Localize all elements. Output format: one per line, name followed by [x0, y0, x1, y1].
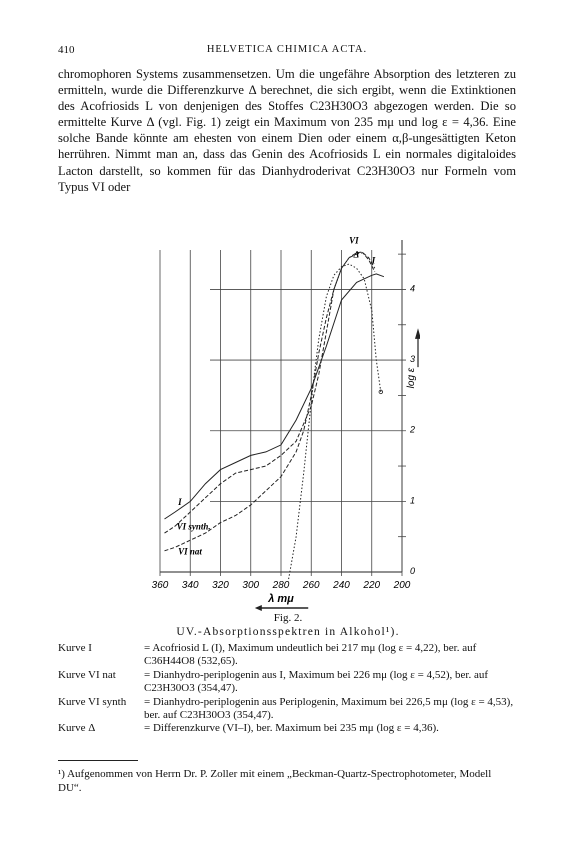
x-tick-label: 220 — [363, 580, 381, 591]
y-axis-label: log ε — [406, 367, 417, 389]
curve-label: I — [371, 255, 376, 266]
legend-text: = Dianhydro-periplogenin aus Periplogenin, Maximum bei 226,5 mμ (log ε = 4,53), ber. auf C23H30O3 (354,47). — [144, 695, 514, 722]
series-line-3 — [289, 264, 381, 579]
x-tick-label: 280 — [272, 580, 290, 591]
legend-row — [58, 722, 518, 735]
x-tick-label: 340 — [181, 580, 199, 591]
x-tick-label: 260 — [302, 580, 320, 591]
y-tick-label: 0 — [410, 566, 416, 576]
figure-title: UV.-Absorptionsspektren in Alkohol¹). — [176, 626, 400, 638]
x-tick-label: 240 — [333, 580, 350, 591]
legend-text: = Differenzkurve (VI–I), ber. Maximum bei 235 mμ (log ε = 4,36). — [144, 722, 439, 735]
x-tick-label: 300 — [242, 580, 260, 591]
x-tick-label: 360 — [151, 580, 169, 591]
curve-label: VI nat — [178, 546, 202, 557]
legend-text: = Dianhydro-periplogenin aus I, Maximum bei 226 mμ (log ε = 4,52), ber. auf C23H30O3 (354,47). — [144, 668, 488, 695]
series-line-1 — [165, 249, 375, 533]
curve-label: VI synth. — [176, 521, 211, 532]
x-tick-label: 200 — [393, 580, 411, 591]
y-axis-arrow-head — [415, 328, 420, 339]
y-tick-label: 2 — [410, 424, 416, 435]
legend-key: Kurve Δ — [58, 722, 96, 735]
page-number: 410 — [58, 44, 75, 56]
legend-row — [58, 669, 518, 696]
absorption-chart — [150, 226, 420, 612]
x-axis-arrow-head — [255, 605, 262, 611]
legend-key: Kurve I — [58, 642, 92, 654]
footnote: ¹) Aufgenommen von Herrn Dr. P. Zoller mit einem „Beckman-Quartz-Spectrophotometer, Modell DU“. — [58, 768, 492, 794]
curve-label: VI — [349, 235, 359, 246]
y-tick-label: 3 — [410, 354, 416, 365]
curve-label: Δ — [353, 249, 360, 260]
legend-row — [58, 696, 518, 723]
legend-key: Kurve VI nat — [58, 668, 116, 681]
x-tick-label: 320 — [212, 580, 229, 591]
y-tick-label: 1 — [410, 495, 416, 506]
footnote-rule — [58, 760, 138, 761]
figure-legend — [58, 642, 518, 736]
x-axis-label: λ mμ — [268, 593, 294, 605]
page-header — [58, 44, 516, 58]
legend-row — [58, 642, 518, 669]
curve-label: I — [178, 496, 182, 507]
legend-text: = Acofriosid L (I), Maximum undeutlich bei 217 mμ (log ε = 4,22), ber. auf C36H44O8 (532,65). — [144, 642, 477, 668]
figure-2 — [150, 226, 420, 612]
running-title: HELVETICA CHIMICA ACTA. — [206, 44, 368, 55]
body-paragraph: chromophoren Systems zusammensetzen. Um die ungefähre Absorption des letzteren zu ermitteln, wurde die Differenzkurve Δ berechnet, die sich ergibt, wenn die Extinktionen des Acofriosids L von denjenigen des Stoffes C23H30O3 abgezogen werden. Die so ermittelte Kurve Δ (vgl. Fig. 1) zeigt ein Maximum von 235 mμ und log ε = 4,36. Eine solche Bande könnte am ehesten von einem Dien oder einem α,β-ungesättigten Keton herrühren. Nimmt man an, dass das Genin des Acofriosids L ein normales digitaloides Lacton darstellt, so kommen für das Dianhydroderivat C23H30O3 nur Formeln vom Typus VI oder — [58, 67, 516, 194]
figure-number: Fig. 2. — [273, 612, 303, 624]
body-text — [58, 66, 516, 195]
legend-key: Kurve VI synth — [58, 695, 127, 708]
series-line-0 — [165, 274, 384, 519]
y-tick-label: 4 — [410, 283, 416, 294]
